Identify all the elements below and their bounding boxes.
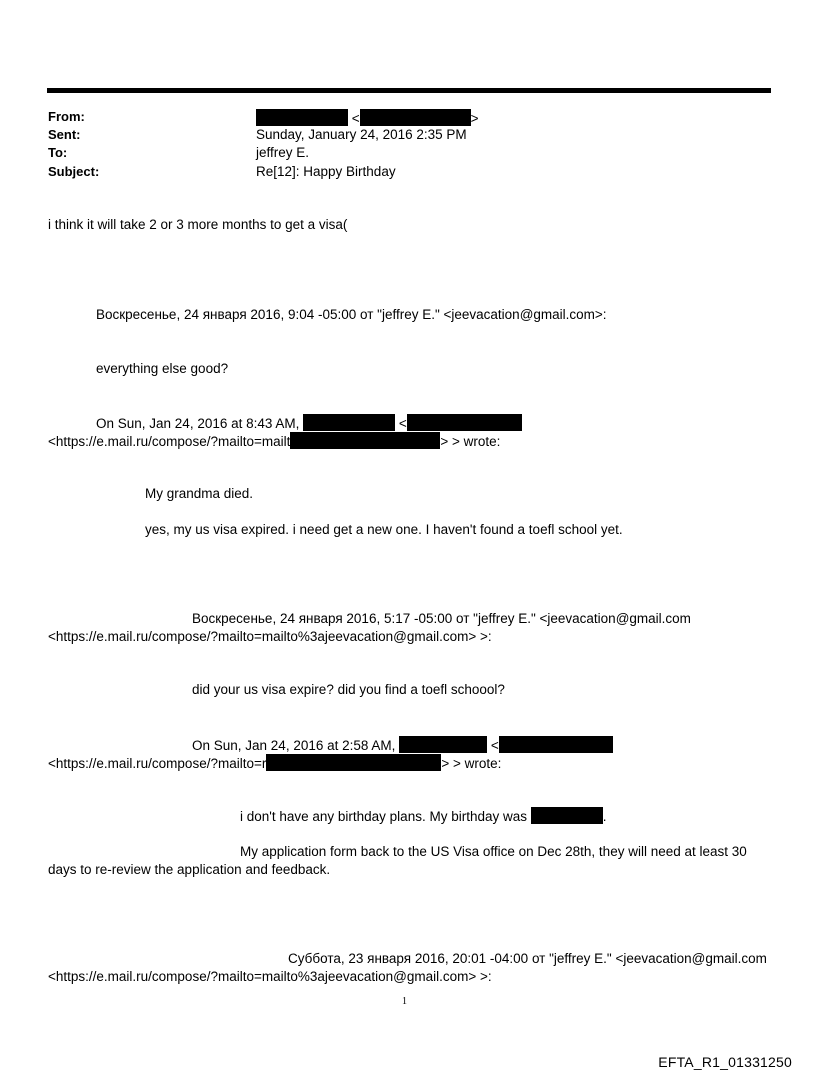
quote-4-header-line-1: [192, 736, 613, 754]
from-value: [256, 109, 479, 127]
redaction-block: [399, 736, 487, 753]
from-label: From:: [48, 109, 85, 124]
redaction-block: [303, 414, 395, 431]
page-number: 1: [402, 996, 407, 1007]
reply-text: i think it will take 2 or 3 more months to get a visa(: [48, 217, 348, 232]
quote-4-header-lt: <: [490, 738, 499, 753]
quote-4-wrote: > > wrote:: [441, 756, 502, 771]
quote-5-header-line-1: Суббота, 23 января 2016, 20:01 -04:00 от "jeffrey E." <jeevacation@gmail.com: [288, 951, 767, 966]
from-lt: <: [351, 111, 360, 126]
quote-3-header-line-2: <https://e.mail.ru/compose/?mailto=mailto%3ajeevacation@gmail.com> >:: [48, 629, 492, 644]
quote-4-link: <https://e.mail.ru/compose/?mailto=r: [48, 756, 267, 771]
quote-2-wrote: > > wrote:: [440, 434, 501, 449]
quote-2-line-1: My grandma died.: [145, 486, 254, 501]
quote-4-line-1: [240, 807, 607, 825]
subject-label: Subject:: [48, 164, 100, 179]
quote-2-header-line-2: [48, 432, 500, 450]
quote-1-body: everything else good?: [96, 361, 229, 376]
quote-2-header-lt: <: [398, 416, 407, 431]
quote-4-line-2b: days to re-review the application and feedback.: [48, 862, 331, 877]
redaction-block: [290, 432, 440, 449]
redaction-block: [407, 414, 522, 431]
quote-4-header-text: On Sun, Jan 24, 2016 at 2:58 AM,: [192, 738, 396, 753]
quote-4-header-line-2: [48, 754, 501, 772]
to-label: To:: [48, 145, 68, 160]
redaction-block: [499, 736, 613, 753]
quote-5-header-line-2: <https://e.mail.ru/compose/?mailto=mailto%3ajeevacation@gmail.com> >:: [48, 969, 492, 984]
to-value: jeffrey E.: [256, 145, 310, 160]
quote-4-line-2a: My application form back to the US Visa office on Dec 28th, they will need at least 30: [240, 844, 747, 859]
quote-1-header: Воскресенье, 24 января 2016, 9:04 -05:00 от "jeffrey E." <jeevacation@gmail.com>:: [96, 307, 607, 322]
bates-number: EFTA_R1_01331250: [658, 1054, 792, 1070]
quote-2-line-2: yes, my us visa expired. i need get a new one. I haven't found a toefl school yet.: [145, 522, 623, 537]
subject-value: Re[12]: Happy Birthday: [256, 164, 396, 179]
redaction-block: [531, 807, 603, 824]
header-rule: [47, 88, 771, 93]
quote-4-line-1-text: i don't have any birthday plans. My birthday was: [240, 809, 527, 824]
quote-2-link: <https://e.mail.ru/compose/?mailto=mailt: [48, 434, 291, 449]
quote-2-header-line-1: [96, 414, 522, 432]
quote-2-header-text: On Sun, Jan 24, 2016 at 8:43 AM,: [96, 416, 300, 431]
redaction-block: [256, 109, 348, 126]
quote-3-body: did your us visa expire? did you find a toefl schoool?: [192, 682, 505, 697]
quote-4-line-1-period: .: [602, 809, 607, 824]
redaction-block: [266, 754, 441, 771]
sent-label: Sent:: [48, 127, 81, 142]
quote-3-header-line-1: Воскресенье, 24 января 2016, 5:17 -05:00 от "jeffrey E." <jeevacation@gmail.com: [192, 611, 691, 626]
redaction-block: [360, 109, 471, 126]
sent-value: Sunday, January 24, 2016 2:35 PM: [256, 127, 467, 142]
from-gt: >: [470, 111, 479, 126]
